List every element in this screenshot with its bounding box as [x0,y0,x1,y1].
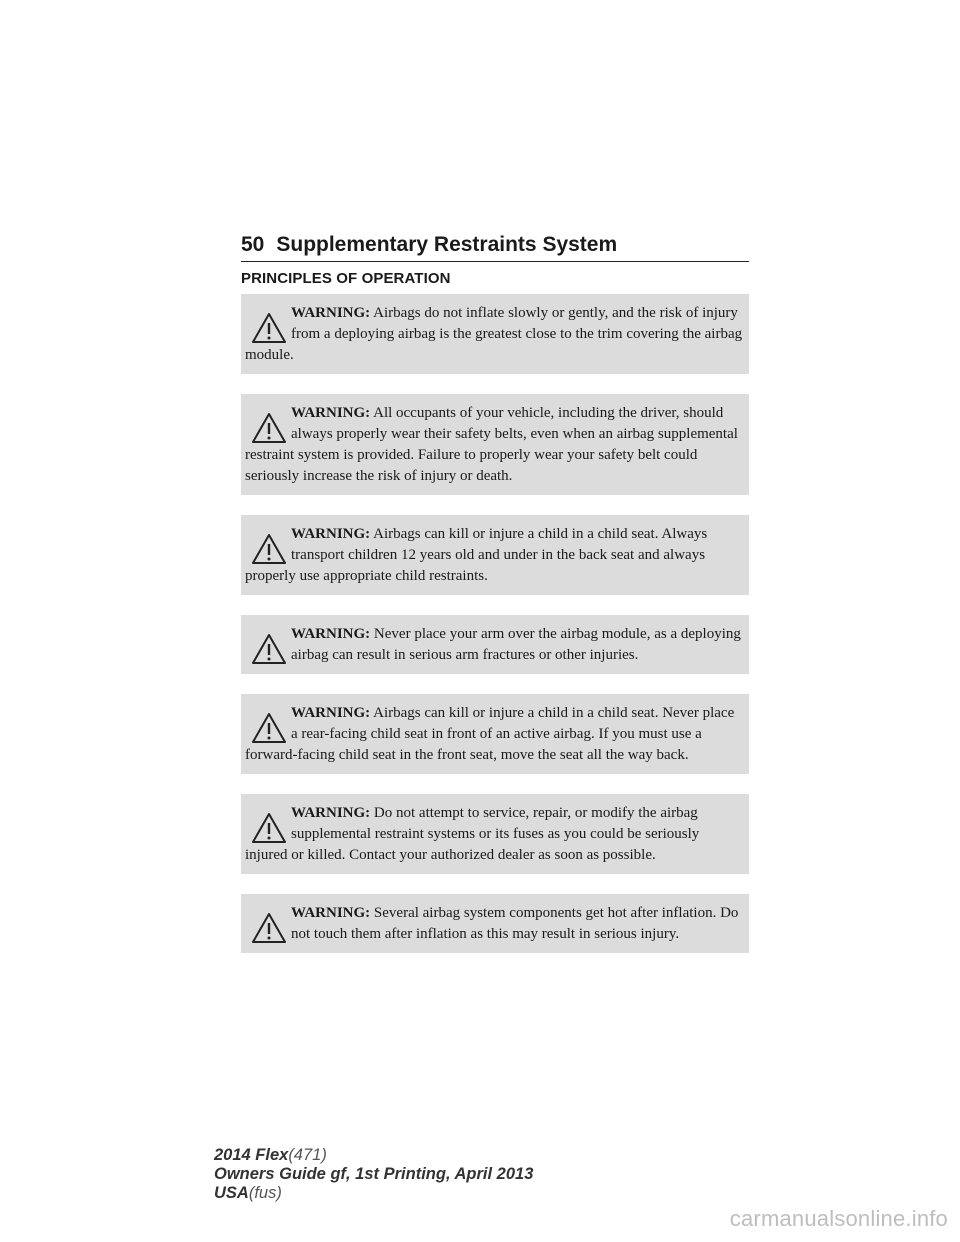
warning-text: Several airbag system components get hot after inflation. Do not touch them after inflation as this may result in serious injury. [291,905,739,942]
warning-label: WARNING: [291,626,371,642]
warning-text: Never place your arm over the airbag module, as a deploying airbag can result in serious arm fractures or other injuries. [291,626,741,663]
warning-box [241,615,749,674]
warning-triangle-icon [251,528,287,570]
footer-line-guide [214,1165,533,1184]
footer-market-code: (fus) [248,1184,282,1202]
warning-label: WARNING: [291,305,371,321]
footer-model: 2014 Flex [214,1146,289,1164]
warning-text: Do not attempt to service, repair, or modify the airbag supplemental restraint systems or its fuses as you could be seriously injured or killed. Contact your authorized dealer as soon as possible. [245,805,700,863]
page-header [241,228,749,262]
warning-text: Airbags can kill or injure a child in a child seat. Always transport children 12 years old and under in the back seat and always properly use appropriate child restraints. [245,526,708,584]
warning-label: WARNING: [291,705,371,721]
warning-label: WARNING: [291,405,371,421]
warning-text: Airbags do not inflate slowly or gently, and the risk of injury from a deploying airbag is the greatest close to the trim covering the airbag module. [245,305,743,363]
warning-triangle-icon [251,707,287,749]
footer-guide: Owners Guide gf, 1st Printing, April 2013 [214,1165,534,1183]
warning-label: WARNING: [291,526,371,542]
chapter-title: Supplementary Restraints System [276,233,618,256]
warning-text: All occupants of your vehicle, including the driver, should always properly wear their safety belts, even when an airbag supplemental restraint system is provided. Failure to properly wear your safety belt could seriously increase the risk of injury or death. [245,405,738,484]
warning-box [241,694,749,774]
warning-box [241,794,749,874]
warning-triangle-icon [251,807,287,849]
warning-box [241,294,749,374]
warnings-list [241,294,749,973]
warning-text: Airbags can kill or injure a child in a child seat. Never place a rear-facing child seat in front of an active airbag. If you must use a forward-facing child seat in the front seat, move the seat all the way back. [245,705,735,763]
footer-line-market [214,1184,533,1203]
page-number: 50 [241,233,265,256]
footer-market: USA [214,1184,249,1202]
warning-triangle-icon [251,307,287,349]
warning-triangle-icon [251,907,287,949]
warning-box [241,394,749,495]
section-heading: PRINCIPLES OF OPERATION [241,270,451,287]
document-footer [214,1146,533,1203]
warning-box [241,894,749,953]
warning-triangle-icon [251,628,287,670]
warning-triangle-icon [251,407,287,449]
watermark: carmanualsonline.info [729,1206,948,1231]
warning-label: WARNING: [291,905,371,921]
footer-model-code: (471) [288,1146,327,1164]
footer-line-model [214,1146,533,1165]
warning-box [241,515,749,595]
warning-label: WARNING: [291,805,371,821]
